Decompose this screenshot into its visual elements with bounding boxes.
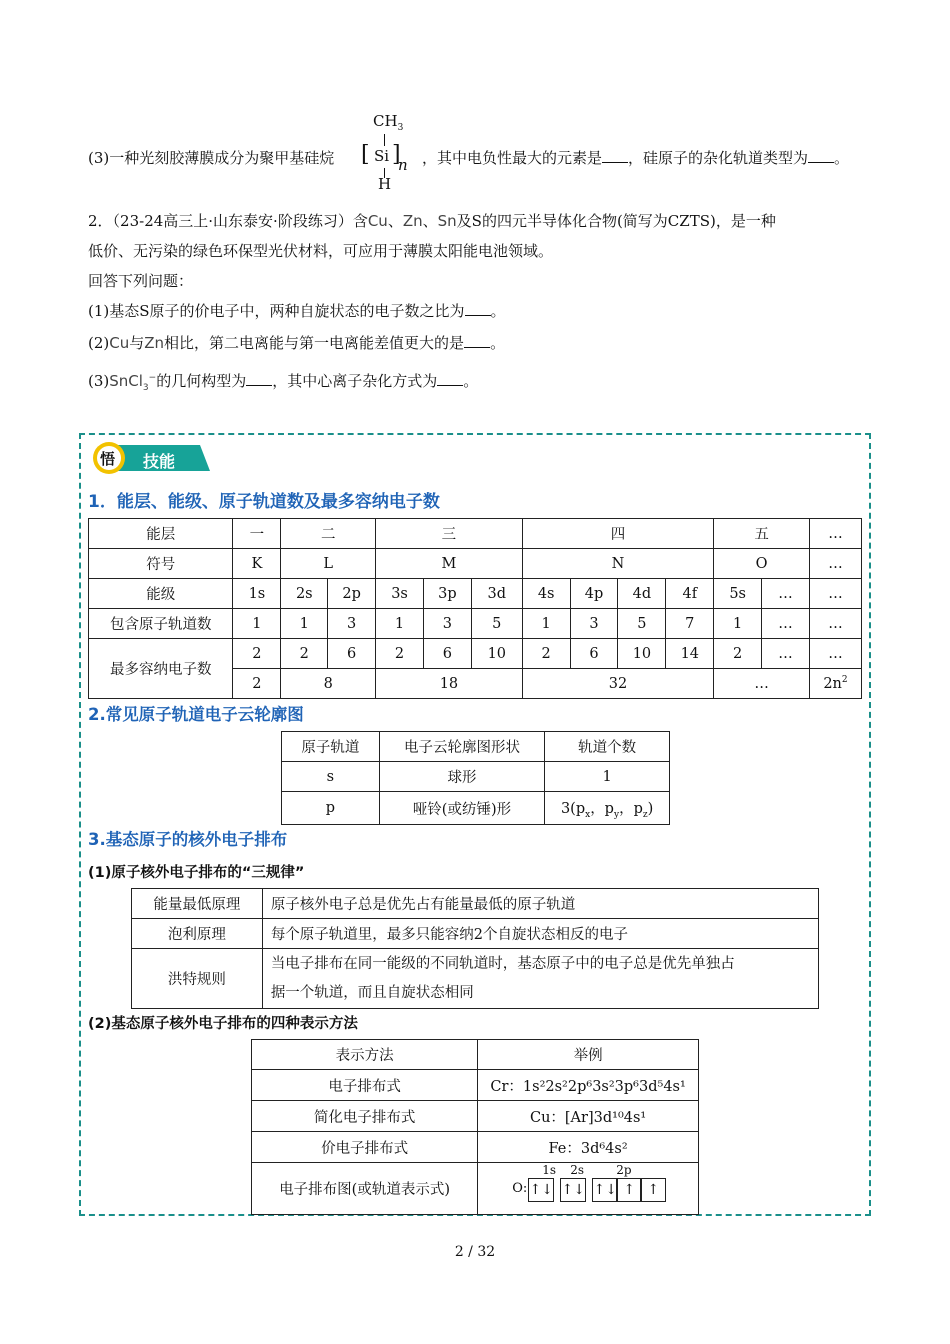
cell: … [762,609,810,639]
atom-symbol: O [512,1181,523,1196]
cell: 3s [376,579,424,609]
cell: s [282,762,380,792]
q2-line1-a: 2．（23-24高三上·山东泰安·阶段练习）含 [88,212,368,230]
cell: L [281,549,376,579]
cell: 最多容纳电子数 [89,639,233,699]
cell: 2s [281,579,328,609]
cell: 1 [714,609,762,639]
q3-line [88,147,334,168]
table-row [282,732,670,762]
q2-p2-end: 。 [490,334,506,352]
q2-line1 [88,210,776,231]
cell [545,792,670,825]
orbital-box: ↑↓ [592,1178,618,1202]
section3-title: 3.基态原子的核外电子排布 [88,830,288,849]
sncl3-formula [109,372,157,393]
cell: … [809,579,861,609]
pc-part: ，p [590,800,614,817]
cell: 泡利原理 [132,919,263,949]
table-row [132,949,819,1009]
orbital-box: ↑ [640,1178,666,1202]
cell: 1s [233,579,281,609]
q3-suffix [422,147,849,168]
cell: 电子云轮廓图形状 [379,732,545,762]
cell: Cr：1s²2s²2p⁶3s²3p⁶3d⁵4s¹ [478,1070,699,1101]
cell: 原子轨道 [282,732,380,762]
cell: 1 [376,609,424,639]
cell: 3 [423,609,471,639]
sncl-sub: 3 [142,383,149,393]
table-row [252,1132,699,1163]
section2-title: 2.常见原子轨道电子云轮廓图 [88,705,304,724]
q3-suffix1: ，其中电负性最大的元素是 [422,149,603,167]
cell-2n: 2n [823,675,842,692]
table-row [89,549,862,579]
q2-p3-text: 的几何构型为 [156,372,247,390]
orbital-label: 1s [542,1163,556,1177]
cell: 能层 [89,519,233,549]
q2-p3-text2: ，其中心离子杂化方式为 [272,372,438,390]
cell [809,669,861,699]
cell: 价电子排布式 [252,1132,478,1163]
orbital-shape-table [281,731,670,825]
badge-label: 技能 [143,452,176,471]
cell: K [233,549,281,579]
cell: 5 [471,609,522,639]
cell-2n-sup: 2 [841,675,848,686]
cell: 1 [233,609,281,639]
table-row [252,1040,699,1070]
h-label: H [378,175,392,193]
q2-p3-num: (3) [88,372,110,390]
cell: 5s [714,579,762,609]
cell: 4s [522,579,570,609]
orbital-diagram-cell [478,1163,699,1215]
table-row [89,519,862,549]
n-label: n [398,156,408,174]
q2-p1-end: 。 [490,302,506,320]
orbital-box: ↑↓ [560,1178,586,1202]
cell: 举例 [478,1040,699,1070]
cell: 4f [666,579,714,609]
cell: … [809,639,861,669]
pc-sub: z [642,809,648,820]
atom-label: O: [512,1181,528,1196]
cell: N [522,549,714,579]
cell: 能级 [89,579,233,609]
cell: 1 [545,762,670,792]
q2-p2-num: (2) [88,334,110,352]
cell: 4p [570,579,618,609]
cell: 32 [522,669,714,699]
q3-prefix: (3)一种光刻胶薄膜成分为聚甲基硅烷 [88,149,335,167]
q2-p2-text: 相比，第二电离能与第一电离能差值更大的是 [164,334,465,352]
q2-part1 [88,300,506,321]
cell: … [809,519,861,549]
cell: 2 [376,639,424,669]
cell: 1 [281,609,328,639]
table-row [89,609,862,639]
cell: 一 [233,519,281,549]
cell: 五 [714,519,810,549]
methods-table [251,1039,699,1215]
table-row [132,889,819,919]
zn-symbol: Zn [402,212,423,230]
section1-title: 1．能层、能级、原子轨道数及最多容纳电子数 [88,492,440,512]
cell: Cu：[Ar]3d¹⁰4s¹ [478,1101,699,1132]
cu-symbol: Cu [367,212,388,230]
cell: 10 [618,639,666,669]
cell: … [809,609,861,639]
orbital-label: 2p [616,1163,632,1177]
orbital-diagram [512,1164,667,1204]
cell: 四 [522,519,714,549]
bracket-left: [ [361,142,370,167]
cell: 3 [570,609,618,639]
sep: 、 [422,212,438,230]
cell: 2 [233,639,281,669]
cell: 每个原子轨道里，最多只能容纳2个自旋状态相反的电子 [262,919,818,949]
answer-blank[interactable] [602,148,628,163]
cell: 2 [714,639,762,669]
cell: 哑铃(或纺锤)形 [379,792,545,825]
q3-end: 。 [834,149,850,167]
cell: 8 [281,669,376,699]
rules-table [131,888,819,1009]
q2-p3-end: 。 [463,372,479,390]
table-row [282,762,670,792]
cell: 符号 [89,549,233,579]
cell: 18 [376,669,523,699]
q2-part2 [88,332,505,353]
polysilane-formula [361,112,415,193]
energy-level-table [88,518,862,699]
cell: 二 [281,519,376,549]
cu-symbol: Cu [109,334,130,352]
q2-p1-text: (1)基态S原子的价电子中，两种自旋状态的电子数之比为 [88,302,465,320]
sep: 、 [387,212,403,230]
q2-part3 [88,370,478,393]
pc-part: ，p [619,800,643,817]
cell: 2 [233,669,281,699]
answer-blank[interactable] [465,301,491,316]
table-row [282,792,670,825]
cell: p [282,792,380,825]
rule-line: 据一个轨道，而且自旋状态相同 [270,984,474,1001]
rule-line: 当电子排布在同一能级的不同轨道时，基态原子中的电子总是优先单独占 [270,955,735,972]
pc-part: ) [647,800,654,817]
cell: O [714,549,810,579]
cell: 6 [328,639,376,669]
cell: … [762,639,810,669]
pc-sub: x [585,809,591,820]
cell: 2 [522,639,570,669]
q2-line1-b: 及S的四元半导体化合物(简写为CZTS)，是一种 [456,212,776,230]
cell: 3d [471,579,522,609]
orbital-box: ↑↓ [528,1178,554,1202]
cell: 洪特规则 [132,949,263,1009]
zn-symbol: Zn [144,334,165,352]
table-row [252,1101,699,1132]
pc-part: 3(p [560,800,586,817]
table-row [89,639,862,669]
bond-top [384,134,385,146]
cell: 电子排布图(或轨道表示式) [252,1163,478,1215]
cell: Fe：3d⁶4s² [478,1132,699,1163]
cell: 2p [328,579,376,609]
answer-blank[interactable] [464,333,490,348]
q2-line2: 低价、无污染的绿色环保型光伏材料，可应用于薄膜太阳能电池领域。 [88,242,554,260]
sncl-sup: − [148,373,157,383]
ch3-label: $CH_3$ [373,112,404,133]
cell: M [376,549,523,579]
q2-p2-with: 与 [129,334,145,352]
cell: … [809,549,861,579]
cell: 轨道个数 [545,732,670,762]
cell: … [714,669,810,699]
badge-char: 悟 [100,450,116,468]
q3-suffix2: ，硅原子的杂化轨道类型为 [628,149,809,167]
section3-sub1: (1)原子核外电子排布的“三规律” [88,865,305,881]
orbital-box: ↑ [616,1178,642,1202]
table-row [252,1070,699,1101]
cell: 6 [423,639,471,669]
bracket-right: ] [392,142,401,167]
answer-blank[interactable] [246,371,272,386]
q2-line3: 回答下列问题： [88,272,194,290]
cell: 三 [376,519,523,549]
answer-blank[interactable] [437,371,463,386]
table-row [132,919,819,949]
cell: 3p [423,579,471,609]
cell: 10 [471,639,522,669]
cell: … [762,579,810,609]
cell: 3 [328,609,376,639]
cell: 4d [618,579,666,609]
sncl-text: SnCl [109,372,143,390]
cell: 简化电子排布式 [252,1101,478,1132]
section3-sub2: (2)基态原子核外电子排布的四种表示方法 [88,1016,358,1032]
cell: 原子核外电子总是优先占有能量最低的原子轨道 [262,889,818,919]
page-number: 2 / 32 [454,1244,496,1260]
orbital-label: 2s [570,1163,584,1177]
cell [262,949,818,1009]
si-label: Si [374,147,390,165]
answer-blank[interactable] [808,148,834,163]
cell: 电子排布式 [252,1070,478,1101]
cell: 5 [618,609,666,639]
sn-symbol: Sn [437,212,457,230]
table-row [89,579,862,609]
cell: 表示方法 [252,1040,478,1070]
cell: 球形 [379,762,545,792]
cell: 能量最低原理 [132,889,263,919]
cell: 6 [570,639,618,669]
pc-sub: y [613,809,620,820]
cell: 1 [522,609,570,639]
cell: 7 [666,609,714,639]
cell: 14 [666,639,714,669]
cell: 2 [281,639,328,669]
cell: 包含原子轨道数 [89,609,233,639]
table-row [252,1163,699,1215]
